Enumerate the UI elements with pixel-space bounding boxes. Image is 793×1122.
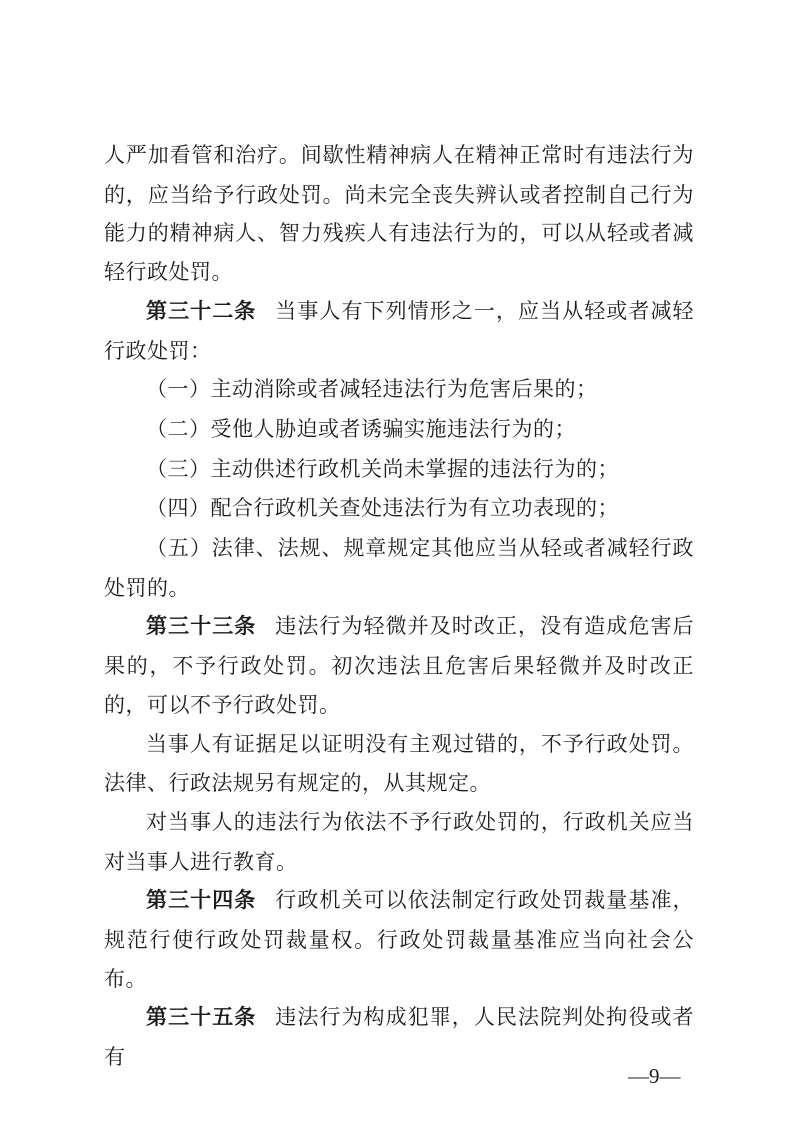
article-number: 第三十二条 [146, 299, 257, 323]
article-number: 第三十三条 [146, 615, 257, 639]
article-number: 第三十四条 [146, 889, 257, 913]
paragraph-item-5 [104, 529, 694, 607]
paragraph-text: 违法行为轻微并及时改正，没有造成危害后果的，不予行政处罚。初次违法且危害后果轻微并及时改正的，可以不予行政处罚。 [104, 614, 695, 717]
page-body-text [104, 136, 694, 1077]
paragraph-continuation [104, 136, 694, 292]
paragraph-text: 违法行为构成犯罪，人民法院判处拘役或者有 [104, 1005, 695, 1070]
paragraph-article-33-3 [104, 803, 694, 881]
paragraph-text: 当事人有证据足以证明没有主观过错的，不予行政处罚。法律、行政法规另有规定的，从其规定。 [104, 731, 694, 796]
paragraph-text: 当事人有下列情形之一，应当从轻或者减轻行政处罚： [104, 298, 695, 363]
paragraph-article-32 [104, 292, 694, 370]
paragraph-item-2 [104, 410, 694, 450]
paragraph-text: （二）受他人胁迫或者诱骗实施违法行为的； [146, 416, 576, 441]
paragraph-text: 行政机关可以依法制定行政处罚裁量基准，规范行使行政处罚裁量权。行政处罚裁量基准应当向社会公布。 [104, 888, 695, 991]
paragraph-text: （五）法律、法规、规章规定其他应当从轻或者减轻行政处罚的。 [104, 536, 694, 600]
paragraph-item-3 [104, 450, 694, 490]
paragraph-article-35 [104, 998, 694, 1076]
paragraph-article-33 [104, 607, 694, 724]
paragraph-text: 人严加看管和治疗。间歇性精神病人在精神正常时有违法行为的，应当给予行政处罚。尚未完全丧失辨认或者控制自己行为能力的精神病人、智力残疾人有违法行为的，可以从轻或者减轻行政处罚。 [104, 143, 694, 285]
paragraph-text: （三）主动供述行政机关尚未掌握的违法行为的； [146, 456, 619, 481]
paragraph-item-1 [104, 370, 694, 410]
paragraph-article-33-2 [104, 725, 694, 803]
paragraph-text: （四）配合行政机关查处违法行为有立功表现的； [146, 496, 619, 521]
page-number: —9— [628, 1064, 681, 1088]
article-number: 第三十五条 [146, 1006, 257, 1030]
paragraph-text: 对当事人的违法行为依法不予行政处罚的，行政机关应当对当事人进行教育。 [104, 809, 694, 874]
paragraph-article-34 [104, 881, 694, 998]
paragraph-item-4 [104, 489, 694, 529]
paragraph-text: （一）主动消除或者减轻违法行为危害后果的； [146, 377, 598, 402]
